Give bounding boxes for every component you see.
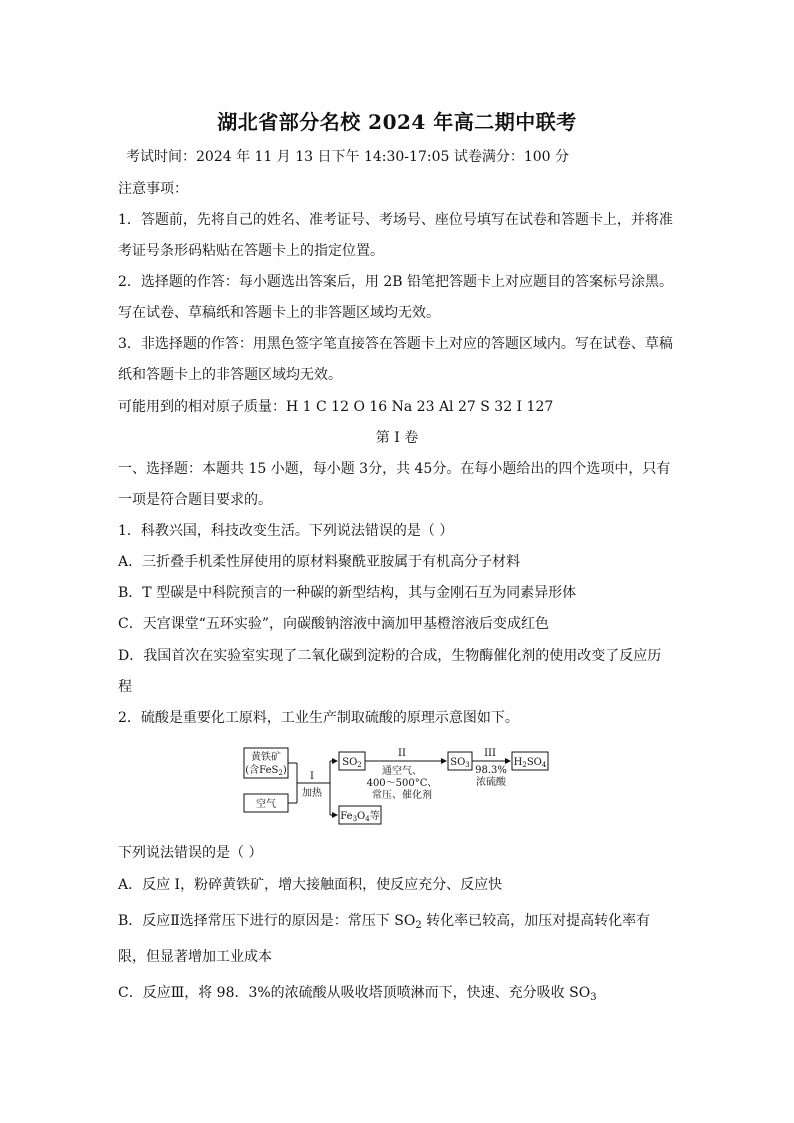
page-title: 湖北省部分名校 2024 年高二期中联考	[217, 110, 577, 134]
section-intro-line-2: 一项是符合题目要求的。	[118, 492, 272, 508]
h2so4-label: $H_2SO_4$	[513, 757, 547, 769]
atomic-masses: 可能用到的相对原子质量：H 1 C 12 O 16 Na 23 Al 27 S 32 I 127	[118, 399, 554, 415]
acid-name: 浓硫酸	[476, 777, 506, 788]
condition-pressure-catalyst: 常压、催化剂	[372, 790, 432, 801]
question-2-stem: 2．硫酸是重要化工原料，工业生产制取硫酸的原理示意图如下。	[118, 710, 519, 726]
pyrite-formula: (含FeS$_2$)	[245, 765, 287, 777]
pyrite-label: 黄铁矿	[251, 752, 281, 763]
so2-label: $SO_2$	[342, 757, 362, 769]
condition-air: 通空气、	[382, 766, 422, 777]
question-2-option-b-line-1: B．反应Ⅱ选择常压下进行的原因是：常压下 $SO_2$ 转化率已较高，加压对提高转化率有	[118, 913, 651, 931]
question-2-option-b-line-2: 限，但显著增加工业成本	[118, 949, 272, 965]
notice-item-2-line-2: 写在试卷、草稿纸和答题卡上的非答题区域均无效。	[118, 305, 440, 321]
notice-item-3-line-1: 3．非选择题的作答：用黑色签字笔直接答在答题卡上对应的答题区域内。写在试卷、草稿	[118, 336, 673, 352]
question-2-option-c: C．反应Ⅲ，将 98．3%的浓硫酸从吸收塔顶喷淋而下，快速、充分吸收 $SO_3$	[118, 985, 597, 1003]
heat-label: 加热	[302, 788, 322, 799]
notice-item-1-line-2: 考证号条形码粘贴在答题卡上的指定位置。	[118, 243, 384, 259]
question-2-prompt: 下列说法错误的是（ ）	[118, 845, 263, 861]
question-1-option-a: A．三折叠手机柔性屏使用的原材料聚酰亚胺属于有机高分子材料	[118, 554, 521, 570]
volume-heading: 第 I 卷	[375, 430, 419, 446]
notice-item-1-line-1: 1．答题前，先将自己的姓名、准考证号、考场号、座位号填写在试卷和答题卡上，并将准	[118, 212, 673, 228]
acid-concentration: 98.3%	[475, 765, 507, 776]
so3-label: $SO_3$	[450, 757, 470, 769]
question-2-option-a: A．反应 I，粉碎黄铁矿，增大接触面积，使反应充分、反应快	[118, 877, 503, 893]
question-1-stem: 1．科教兴国，科技改变生活。下列说法错误的是（ ）	[118, 523, 454, 539]
step-3-label: III	[484, 748, 496, 759]
question-1-option-b: B．T 型碳是中科院预言的一种碳的新型结构，其与金刚石互为同素异形体	[118, 585, 577, 601]
notice-heading: 注意事项：	[118, 181, 188, 197]
question-1-option-c: C．天宫课堂“五环实验”，向碳酸钠溶液中滴加甲基橙溶液后变成红色	[118, 616, 550, 632]
section-intro-line-1: 一、选择题：本题共 15 小题，每小题 3分，共 45分。在每小题给出的四个选项中，只有	[118, 461, 671, 477]
step-1-label: I	[310, 771, 314, 782]
air-label: 空气	[256, 799, 276, 810]
question-1-option-d-line-1: D．我国首次在实验室实现了二氧化碳到淀粉的合成，生物酶催化剂的使用改变了反应历	[118, 648, 662, 664]
process-flow-svg	[240, 742, 560, 832]
question-1-option-d-line-2: 程	[118, 679, 132, 695]
fe3o4-label: $Fe_3O_4$等	[340, 811, 380, 823]
sulfuric-acid-process-diagram	[240, 742, 560, 832]
condition-temperature: 400～500°C、	[366, 778, 438, 789]
notice-item-2-line-1: 2．选择题的作答：每小题选出答案后，用 2B 铅笔把答题卡上对应题目的答案标号涂黑。	[118, 274, 674, 290]
exam-info: 考试时间：2024 年 11 月 13 日下午 14:30-17:05 试卷满分：100 分	[126, 149, 570, 165]
notice-item-3-line-2: 纸和答题卡上的非答题区域均无效。	[118, 367, 342, 383]
step-2-label: II	[398, 748, 406, 759]
